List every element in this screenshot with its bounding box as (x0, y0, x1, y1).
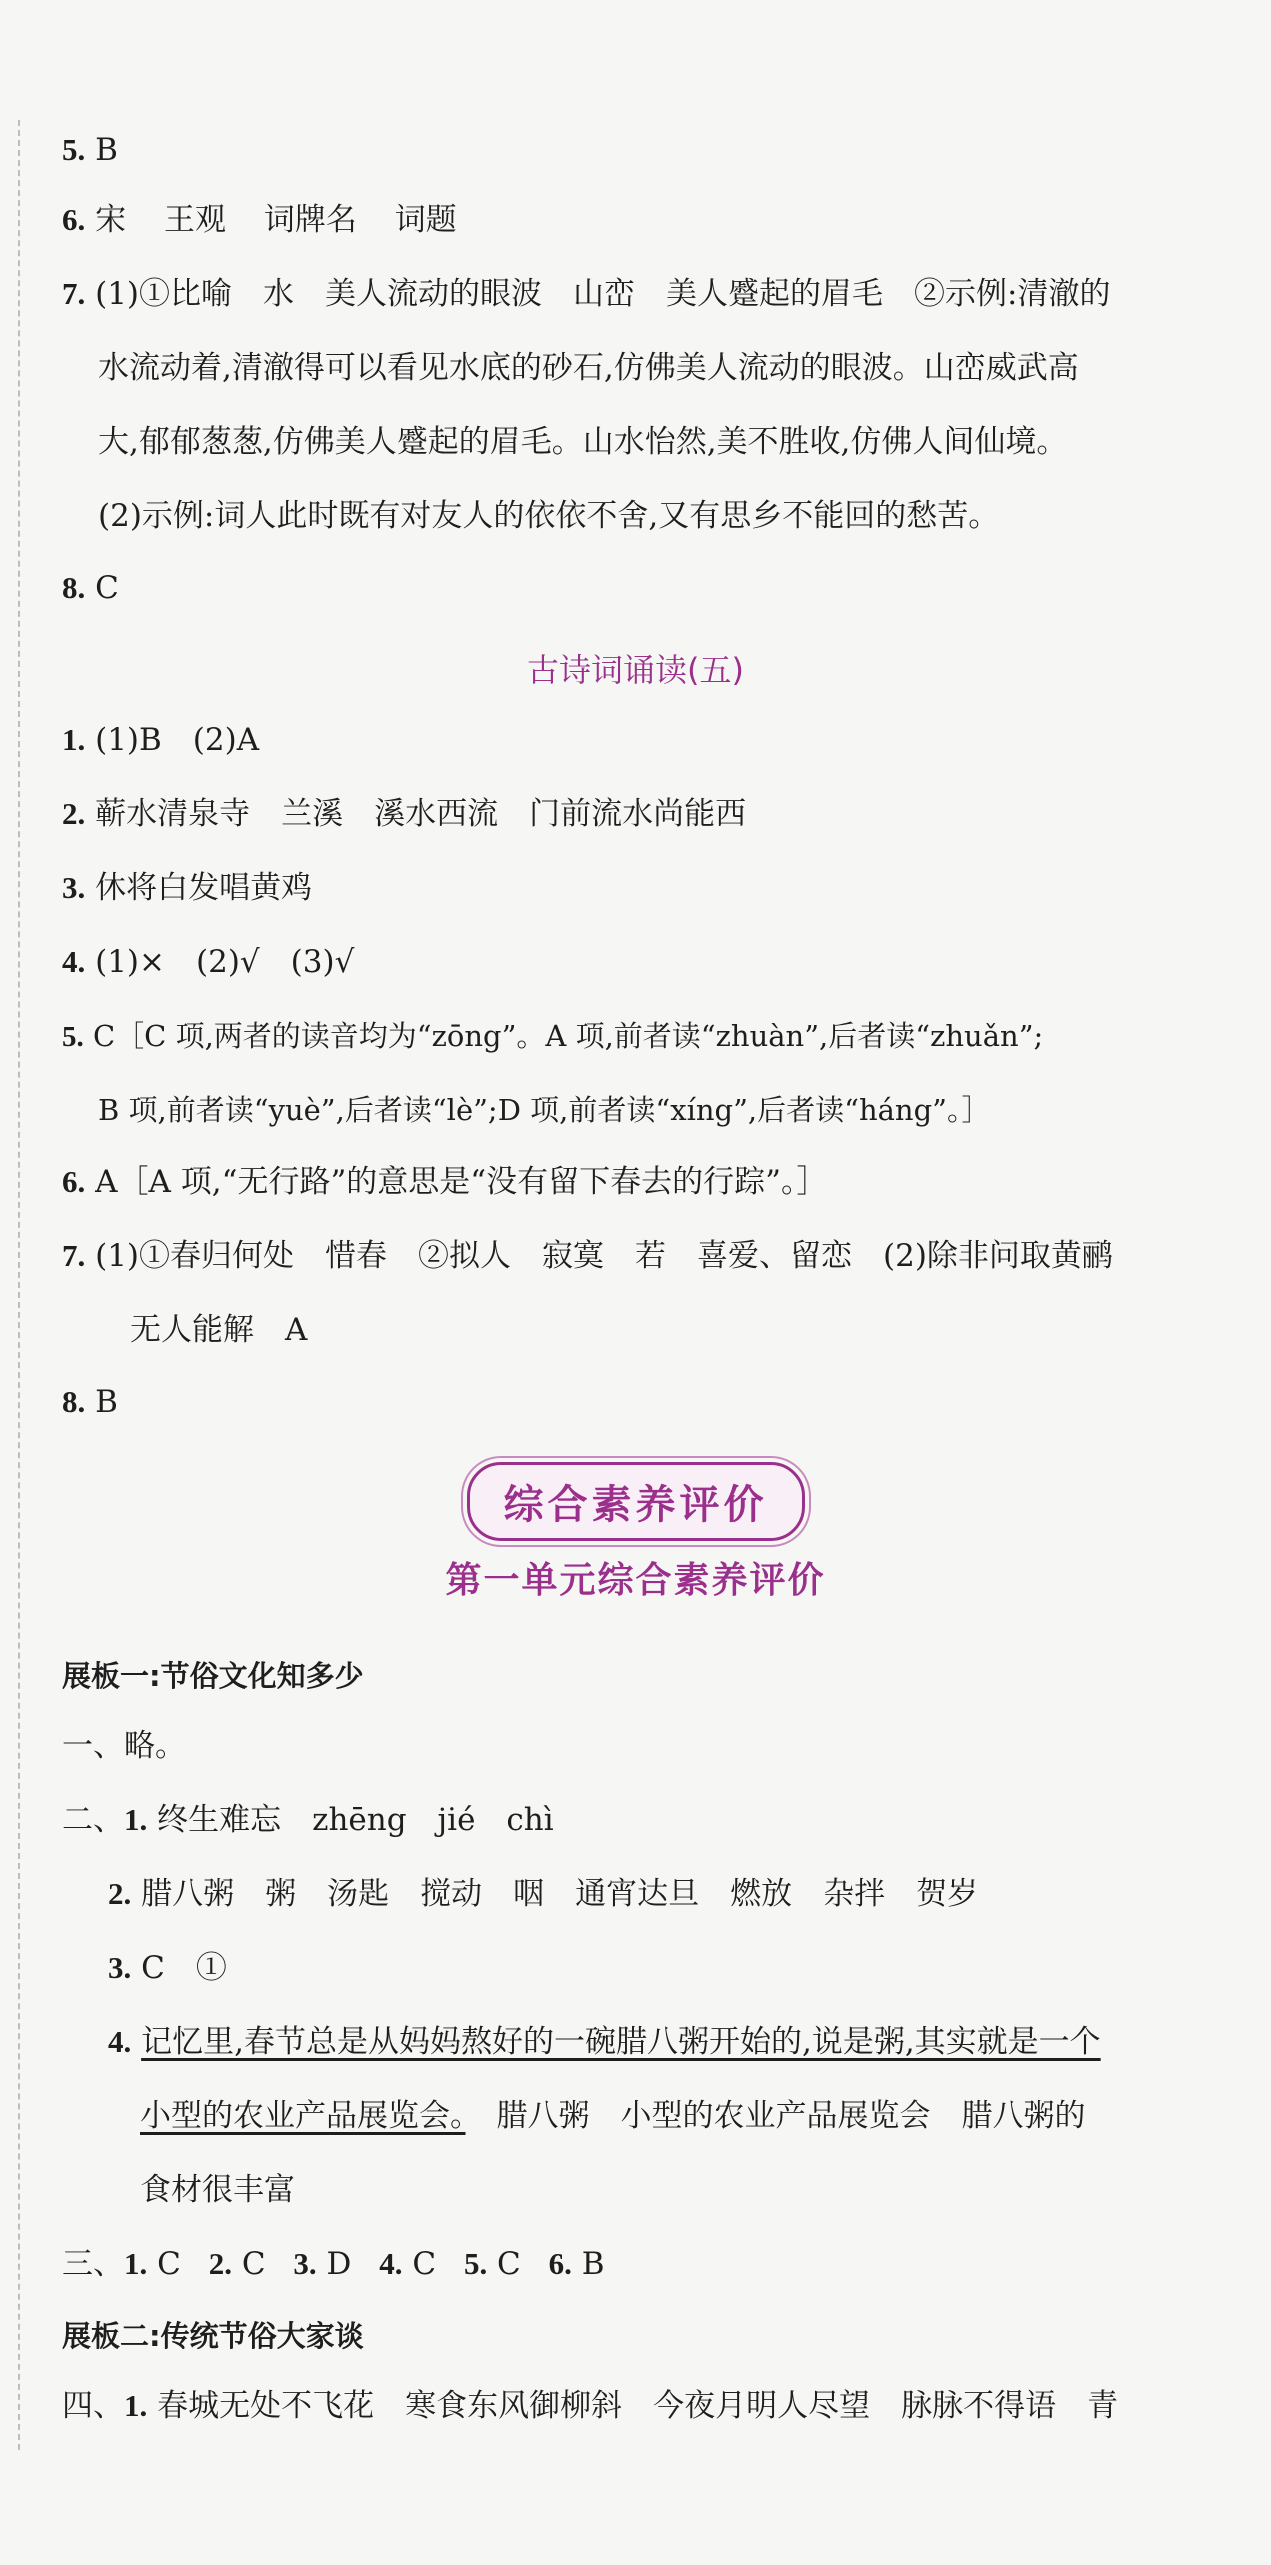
s5-answer-5-line1: 5. C［C 项,两者的读音均为“zōng”。A 项,前者读“zhuàn”,后者读“zhuǎn”; (62, 1019, 1044, 1053)
s5-answer-1: 1. (1)B (2)A (62, 722, 260, 758)
comprehensive-evaluation-badge: 综合素养评价 (467, 1462, 805, 1541)
part-two-q4-line2: 小型的农业产品展览会。 腊八粥 小型的农业产品展览会 腊八粥的 (140, 2098, 1086, 2134)
part-two-q3: 3. C ① (108, 1950, 227, 1986)
answer-7-line1: 7. (1)①比喻 水 美人流动的眼波 山峦 美人蹙起的眉毛 ②示例:清澈的 (62, 276, 1111, 312)
badge-container (0, 1462, 1271, 1541)
part-three: 三、1. C 2. C 3. D 4. C 5. C 6. B (62, 2246, 605, 2282)
answer-6: 6. 宋 王观 词牌名 词题 (62, 202, 457, 238)
s5-answer-7-line2: 无人能解 A (130, 1312, 308, 1348)
answer-7-line3: 大,郁郁葱葱,仿佛美人蹙起的眉毛。山水怡然,美不胜收,仿佛人间仙境。 (98, 424, 1068, 460)
s5-answer-8: 8. B (62, 1384, 118, 1420)
s5-answer-4: 4. (1)× (2)√ (3)√ (62, 944, 355, 980)
part-two-q2: 2. 腊八粥 粥 汤匙 搅动 咽 通宵达旦 燃放 杂拌 贺岁 (108, 1876, 979, 1912)
answer-7-line2: 水流动着,清澈得可以看见水底的砂石,仿佛美人流动的眼波。山峦威武高 (98, 350, 1079, 386)
answer-8: 8. C (62, 570, 119, 606)
answer-5: 5. B (62, 132, 118, 168)
part-two-q1: 二、1. 终生难忘 zhēng jié chì (62, 1802, 554, 1838)
part-two-q4-line3: 食材很丰富 (140, 2172, 295, 2208)
s5-answer-5-line2: B 项,前者读“yuè”,后者读“lè”;D 项,前者读“xíng”,后者读“háng”。］ (98, 1093, 991, 1127)
s5-answer-2: 2. 蕲水清泉寺 兰溪 溪水西流 门前流水尚能西 (62, 796, 747, 832)
unit-title: 第一单元综合素养评价 (445, 1560, 826, 1601)
panel-1-title: 展板一:节俗文化知多少 (62, 1659, 364, 1693)
s5-answer-6: 6. A［A 项,“无行路”的意思是“没有留下春去的行踪”。］ (62, 1164, 828, 1200)
part-four-q1: 四、1. 春城无处不飞花 寒食东风御柳斜 今夜月明人尽望 脉脉不得语 青 (62, 2388, 1119, 2424)
section-title-poetry-5: 古诗词诵读(五) (527, 651, 744, 689)
part-two-q4-line1: 4. 记忆里,春节总是从妈妈熬好的一碗腊八粥开始的,说是粥,其实就是一个 (108, 2024, 1101, 2060)
s5-answer-7-line1: 7. (1)①春归何处 惜春 ②拟人 寂寞 若 喜爱、留恋 (2)除非问取黄鹂 (62, 1238, 1113, 1274)
answer-7-line4: (2)示例:词人此时既有对友人的依依不舍,又有思乡不能回的愁苦。 (98, 498, 1000, 534)
panel-2-title: 展板二:传统节俗大家谈 (62, 2319, 364, 2353)
part-one: 一、略。 (62, 1728, 186, 1764)
margin-dashed-line (18, 120, 20, 2450)
s5-answer-3: 3. 休将白发唱黄鸡 (62, 870, 313, 906)
